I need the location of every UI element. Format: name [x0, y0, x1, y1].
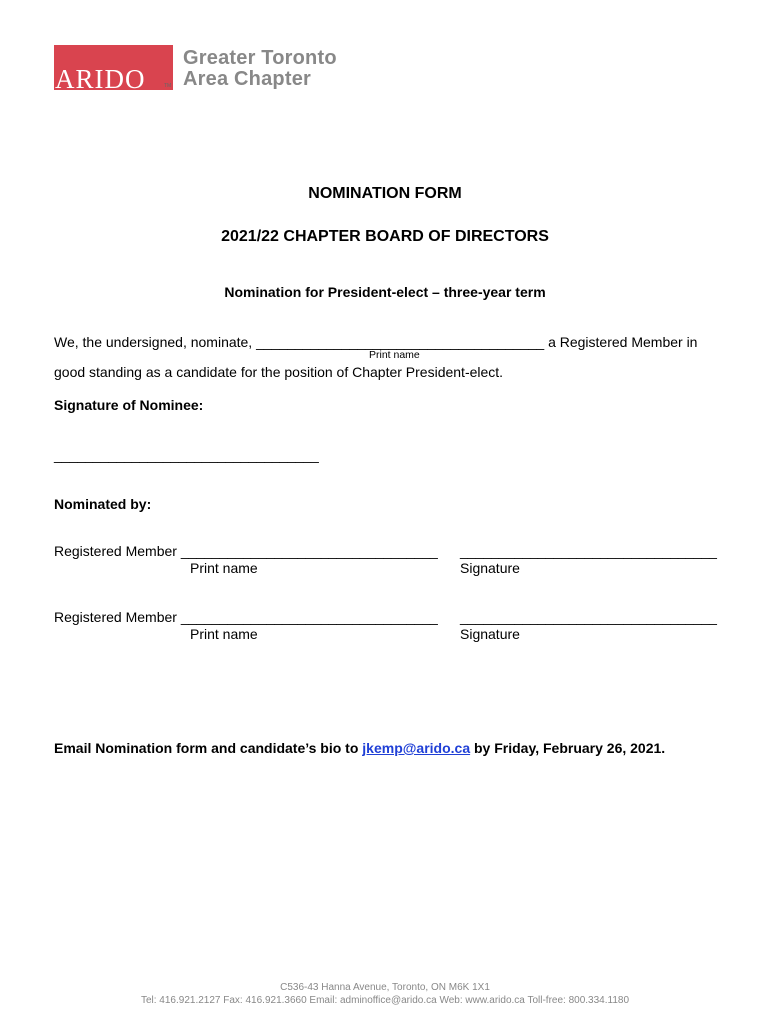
footer-address: C536-43 Hanna Avenue, Toronto, ON M6K 1X1	[280, 982, 490, 993]
signature-of-nominee-label: Signature of Nominee:	[54, 397, 204, 413]
email-instruction-after: by Friday, February 26, 2021.	[470, 740, 666, 756]
member-1-print-name-line: Registered Member _________________________________	[54, 543, 438, 559]
arido-logo	[54, 45, 354, 95]
print-name-caption: Print name	[369, 349, 420, 361]
member-2-print-name-caption: Print name	[190, 626, 258, 642]
nomination-heading: Nomination for President-elect – three-year term	[224, 284, 546, 300]
chapter-name-line1: Greater Toronto	[183, 47, 337, 69]
nominated-by-label: Nominated by:	[54, 496, 152, 512]
logo-wordmark: ARIDO	[55, 64, 146, 94]
nominate-line: We, the undersigned, nominate, _____________________________________ a Registered Member in	[54, 334, 698, 350]
email-instruction-before: Email Nomination form and candidate’s bio to	[54, 740, 363, 756]
good-standing-line: good standing as a candidate for the position of Chapter President-elect.	[54, 364, 504, 380]
footer-contact: Tel: 416.921.2127 Fax: 416.921.3660 Email: adminoffice@arido.ca Web: www.arido.ca Toll-free: 800.334.1180	[140, 995, 630, 1006]
form-title: NOMINATION FORM	[308, 185, 462, 202]
logo-trademark: TM	[164, 83, 172, 89]
member-2-signature-caption: Signature	[460, 626, 520, 642]
chapter-name-line2: Area Chapter	[183, 68, 311, 90]
email-link[interactable]: jkemp@arido.ca	[362, 740, 471, 756]
member-2-signature-line: _________________________________	[460, 609, 717, 625]
nominee-signature-line: __________________________________	[54, 447, 319, 463]
email-instruction	[54, 740, 665, 756]
member-2-print-name-line: Registered Member _________________________________	[54, 609, 438, 625]
member-1-print-name-caption: Print name	[190, 560, 258, 576]
member-1-signature-line: _________________________________	[460, 543, 717, 559]
member-1-signature-caption: Signature	[460, 560, 520, 576]
form-subtitle: 2021/22 CHAPTER BOARD OF DIRECTORS	[221, 228, 549, 245]
